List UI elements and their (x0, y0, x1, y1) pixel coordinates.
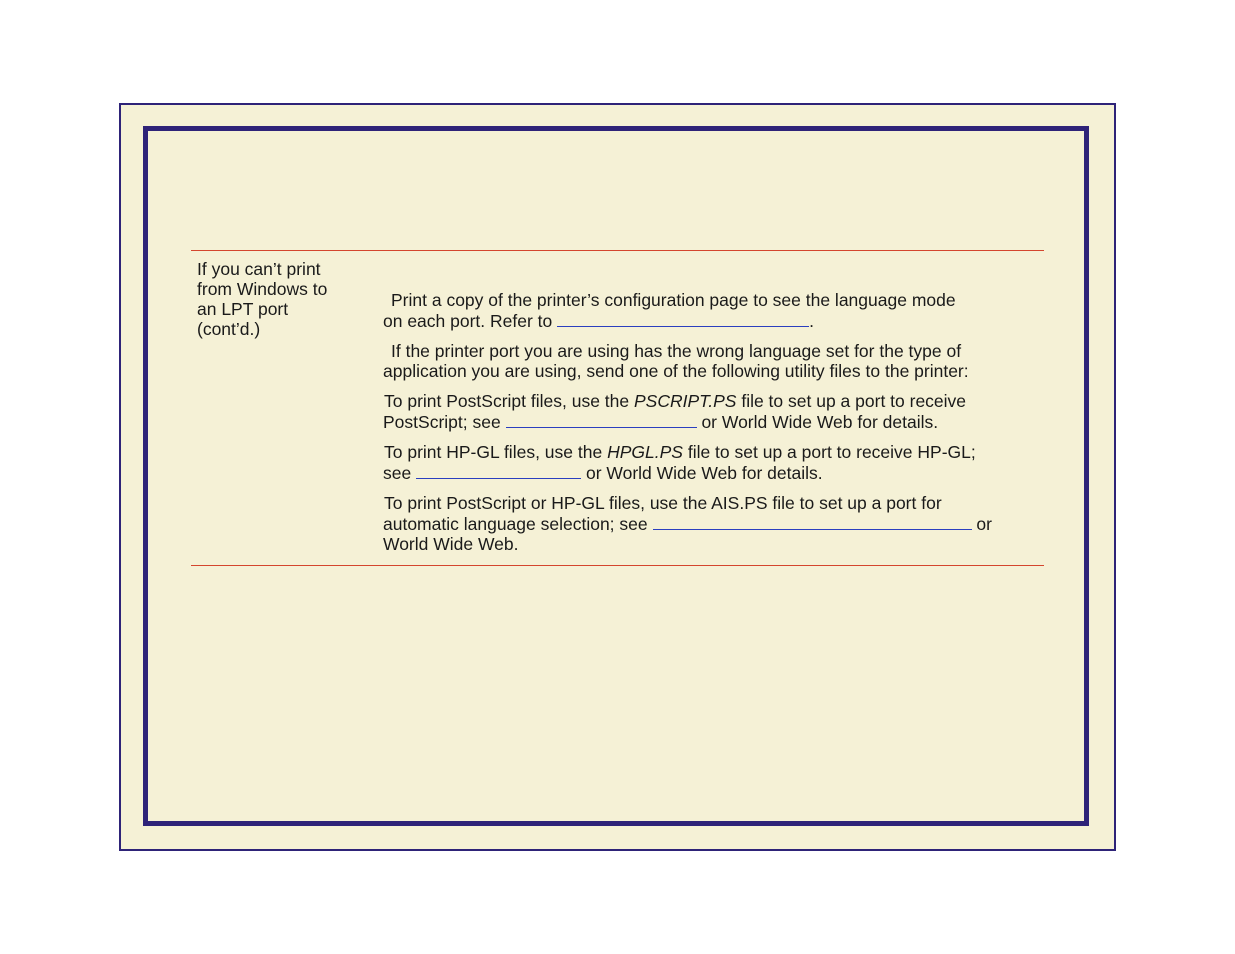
paragraph-line: application you are using, send one of the following utility files to the printer: (383, 361, 969, 381)
paragraph-line (383, 513, 1043, 534)
bottom-rule (191, 565, 1044, 566)
top-rule (191, 250, 1044, 251)
paragraph-wrong-language (383, 341, 1043, 381)
paragraph-ais (383, 493, 1043, 554)
paragraph-line (383, 310, 1043, 331)
side-heading-line: from Windows to (197, 279, 328, 299)
body-column (383, 290, 1043, 564)
file-name: HPGL.PS (607, 442, 683, 462)
cross-reference-link[interactable] (416, 462, 581, 479)
paragraph-line: To print PostScript or HP-GL files, use the AIS.PS file to set up a port for (384, 493, 942, 513)
paragraph-text: or World Wide Web for details. (585, 463, 823, 483)
paragraph-hpgl (383, 442, 1043, 483)
paragraph-text: or (976, 514, 992, 534)
paragraph-line: If the printer port you are using has the wrong language set for the type of (391, 341, 962, 361)
paragraph-line (383, 411, 1043, 432)
side-heading-line: (cont’d.) (197, 319, 261, 339)
paragraph-text: see (383, 463, 412, 483)
paragraph-text: PostScript; see (383, 412, 501, 432)
side-heading (197, 259, 357, 339)
paragraph-line (383, 442, 1043, 462)
file-name: PSCRIPT.PS (634, 391, 737, 411)
paragraph-text: on each port. Refer to (383, 311, 553, 331)
paragraph-text: To print PostScript files, use the (384, 391, 630, 411)
paragraph-config-page (383, 290, 1043, 331)
cross-reference-link[interactable] (506, 411, 697, 428)
side-heading-line: an LPT port (197, 299, 289, 319)
paragraph-text: To print HP-GL files, use the (384, 442, 603, 462)
paragraph-postscript (383, 391, 1043, 432)
side-heading-line: If you can’t print (197, 259, 321, 279)
cross-reference-link[interactable] (557, 310, 809, 327)
paragraph-text: . (809, 311, 815, 331)
paragraph-text: file to set up a port to receive (741, 391, 967, 411)
paragraph-text: file to set up a port to receive HP-GL; (687, 442, 976, 462)
paragraph-line: World Wide Web. (383, 534, 519, 554)
paragraph-text: automatic language selection; see (383, 514, 648, 534)
paragraph-line (383, 462, 1043, 483)
paragraph-text: or World Wide Web for details. (701, 412, 939, 432)
paragraph-line: Print a copy of the printer’s configuration page to see the language mode (391, 290, 956, 310)
cross-reference-link[interactable] (653, 513, 972, 530)
paragraph-line (383, 391, 1043, 411)
